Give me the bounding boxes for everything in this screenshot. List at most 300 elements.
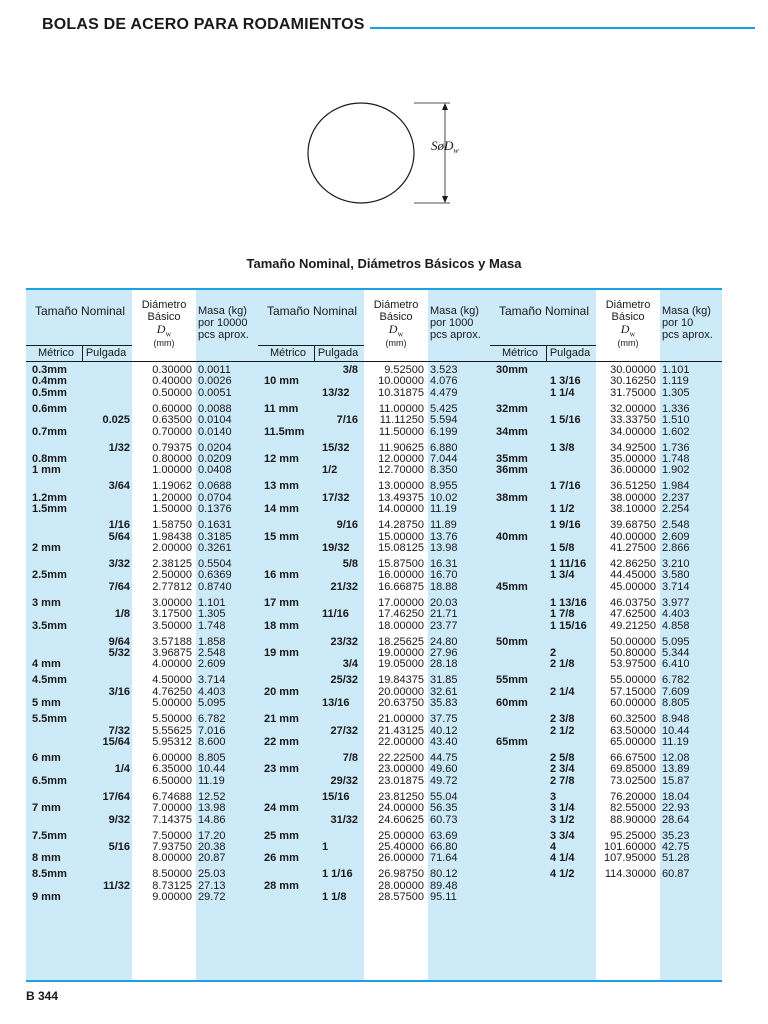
mass-value: 1.748 [198, 619, 226, 632]
mass-value: 10.02 [430, 491, 458, 504]
header-basic: Básico [147, 311, 181, 323]
inch-size: 1/32 [108, 441, 130, 454]
metric-size: 14 mm [264, 503, 299, 516]
basic-diameter: 4.00000 [152, 658, 192, 671]
mass-value: 28.18 [430, 658, 458, 671]
mass-value: 0.0688 [198, 480, 232, 493]
mass-value: 18.88 [430, 580, 458, 593]
inch-size: 31/32 [330, 813, 358, 826]
mass-value: 16.31 [430, 558, 458, 570]
inch-size: 1/8 [114, 608, 130, 621]
basic-diameter: 69.85000 [610, 763, 656, 776]
basic-diameter: 0.79375 [152, 441, 192, 454]
header-diameter: Diámetro [141, 299, 187, 311]
basic-diameter: 57.15000 [610, 685, 656, 698]
mass-value: 22.93 [662, 802, 690, 815]
mass-value: 56.35 [430, 802, 458, 815]
inch-size: 7/16 [336, 414, 358, 427]
inch-size: 1 1/8 [322, 891, 347, 904]
mass-value: 16.70 [430, 569, 458, 582]
inch-size: 7/64 [108, 580, 130, 593]
mass-value: 0.3185 [198, 530, 232, 543]
inch-size: 1/2 [322, 464, 338, 477]
mass-value: 1.119 [662, 375, 689, 388]
mass-value: 6.782 [662, 674, 690, 687]
inch-size: 27/32 [330, 724, 358, 737]
inch-size: 3/32 [108, 558, 130, 570]
basic-diameter: 23.81250 [378, 790, 424, 803]
mass-value: 7.044 [430, 453, 458, 465]
mass-value: 29.72 [198, 891, 226, 904]
basic-diameter: 36.00000 [610, 464, 656, 477]
inch-size: 25/32 [330, 674, 358, 687]
inch-size: 17/32 [322, 491, 350, 504]
mass-value: 12.08 [662, 752, 690, 764]
mass-value: 25.03 [198, 868, 226, 881]
basic-diameter: 1.58750 [152, 519, 192, 532]
metric-size: 1.5mm [32, 503, 67, 516]
basic-diameter: 53.97500 [610, 658, 656, 671]
header-rule [26, 345, 132, 346]
metric-size: 32mm [496, 402, 528, 415]
basic-diameter: 20.00000 [378, 685, 424, 698]
header-divider [82, 346, 83, 361]
inch-size: 2 [550, 647, 557, 659]
inch-size: 3/16 [108, 685, 130, 698]
mass-value: 35.83 [430, 697, 458, 710]
inch-size: 2 7/8 [550, 774, 575, 787]
mass-value: 44.75 [430, 752, 458, 764]
mass-value: 5.425 [430, 402, 458, 415]
mass-value: 8.600 [198, 736, 226, 748]
mass-value: 13.89 [662, 763, 690, 776]
header-unit: (mm) [617, 338, 639, 348]
header-diameter: Diámetro [605, 299, 651, 311]
basic-diameter: 25.40000 [378, 841, 424, 853]
basic-diameter: 42.86250 [610, 558, 656, 570]
metric-size: 7.5mm [32, 829, 67, 842]
mass-value: 32.61 [430, 685, 458, 698]
basic-diameter: 26.00000 [378, 852, 424, 865]
metric-size: 34mm [496, 425, 528, 438]
basic-diameter: 15.87500 [378, 558, 424, 570]
mass-value: 0.0408 [198, 464, 232, 477]
mass-value: 89.48 [430, 879, 458, 892]
inch-size: 1 1/16 [322, 868, 353, 881]
metric-size: 15 mm [264, 530, 299, 543]
mass-value: 12.52 [198, 790, 226, 803]
mass-value: 8.805 [662, 697, 690, 710]
inch-size: 1 13/16 [550, 596, 587, 609]
mass-value: 24.80 [430, 635, 458, 648]
mass-value: 31.85 [430, 674, 458, 687]
basic-diameter: 0.50000 [152, 386, 192, 399]
header-mass-line: Masa (kg) [662, 305, 711, 317]
basic-diameter: 3.57188 [152, 635, 192, 648]
mass-value: 11.19 [430, 503, 457, 516]
metric-size: 0.8mm [32, 453, 67, 465]
inch-size: 9/64 [108, 635, 130, 648]
header-mass-line: por 10 [662, 317, 694, 329]
inch-size: 3 1/4 [550, 802, 575, 815]
basic-diameter: 66.67500 [610, 752, 656, 764]
basic-diameter: 1.98438 [152, 530, 192, 543]
header-mass-line: pcs aprox. [662, 329, 713, 341]
basic-diameter: 28.57500 [378, 891, 424, 904]
basic-diameter: 19.05000 [378, 658, 424, 671]
header-mass-line: por 10000 [198, 317, 248, 329]
mass-value: 43.40 [430, 736, 458, 748]
metric-size: 28 mm [264, 879, 299, 892]
mass-value: 2.866 [662, 542, 690, 554]
header-inch: Pulgada [549, 347, 591, 359]
basic-diameter: 24.00000 [378, 802, 424, 815]
basic-diameter: 4.50000 [152, 674, 192, 687]
basic-diameter: 1.19062 [152, 480, 192, 493]
basic-diameter: 65.00000 [610, 736, 656, 748]
inch-size: 2 3/8 [550, 713, 575, 726]
mass-value: 1.305 [198, 608, 226, 621]
header-rule [258, 361, 490, 362]
basic-diameter: 3.50000 [152, 619, 192, 632]
metric-size: 6 mm [32, 752, 61, 764]
inch-size: 1 3/16 [550, 375, 581, 388]
table-bottom-rule [26, 980, 722, 982]
metric-size: 24 mm [264, 802, 299, 815]
inch-size: 11/32 [103, 879, 130, 892]
inch-size: 2 1/8 [550, 658, 575, 671]
mass-value: 51.28 [662, 852, 690, 865]
table-title: Tamaño Nominal, Diámetros Básicos y Masa [246, 256, 522, 271]
basic-diameter: 5.00000 [152, 697, 192, 710]
basic-diameter: 15.08125 [378, 542, 424, 554]
basic-diameter: 82.55000 [610, 802, 656, 815]
inch-size: 1 11/16 [550, 558, 587, 570]
metric-size: 5 mm [32, 697, 61, 710]
metric-size: 17 mm [264, 596, 299, 609]
inch-size: 1 15/16 [550, 619, 587, 632]
inch-size: 2 5/8 [550, 752, 575, 764]
basic-diameter: 36.51250 [610, 480, 656, 493]
inch-size: 1/16 [108, 519, 130, 532]
mass-value: 11.89 [430, 519, 457, 532]
basic-diameter: 55.00000 [610, 674, 656, 687]
metric-size: 4.5mm [32, 674, 67, 687]
mass-value: 63.69 [430, 829, 458, 842]
metric-size: 35mm [496, 453, 528, 465]
mass-value: 0.8740 [198, 580, 232, 593]
mass-value: 27.96 [430, 647, 458, 659]
mass-value: 11.19 [662, 736, 689, 748]
mass-value: 2.609 [198, 658, 226, 671]
header-nominal: Tamaño Nominal [266, 304, 358, 318]
header-rule [258, 345, 364, 346]
mass-value: 5.095 [662, 635, 690, 648]
metric-size: 18 mm [264, 619, 299, 632]
metric-size: 22 mm [264, 736, 299, 748]
title-rule [370, 27, 755, 29]
basic-diameter: 0.30000 [152, 364, 192, 376]
header-rule [490, 345, 596, 346]
mass-value: 6.199 [430, 425, 458, 438]
metric-size: 19 mm [264, 647, 299, 659]
basic-diameter: 31.75000 [610, 386, 656, 399]
inch-size: 3 1/2 [550, 813, 575, 826]
basic-diameter: 73.02500 [610, 774, 656, 787]
metric-size: 26 mm [264, 852, 299, 865]
mass-value: 15.87 [662, 774, 690, 787]
mass-value: 7.609 [662, 685, 690, 698]
mass-value: 40.12 [430, 724, 458, 737]
mass-value: 3.714 [198, 674, 226, 687]
basic-diameter: 34.00000 [610, 425, 656, 438]
basic-diameter: 0.70000 [152, 425, 192, 438]
mass-value: 6.880 [430, 441, 458, 454]
basic-diameter: 7.14375 [152, 813, 192, 826]
mass-value: 3.580 [662, 569, 690, 582]
header-mass-line: pcs aprox. [430, 329, 481, 341]
metric-size: 60mm [496, 697, 528, 710]
header-rule [26, 361, 258, 362]
metric-size: 65mm [496, 736, 528, 748]
basic-diameter: 25.00000 [378, 829, 424, 842]
mass-value: 1.336 [662, 402, 690, 415]
basic-diameter: 38.10000 [610, 503, 656, 516]
dw-subscript: w [165, 329, 172, 339]
basic-diameter: 16.00000 [378, 569, 424, 582]
basic-diameter: 22.22500 [378, 752, 424, 764]
inch-size: 3/8 [342, 364, 358, 376]
header-nominal: Tamaño Nominal [498, 304, 590, 318]
basic-diameter: 17.46250 [378, 608, 424, 621]
mass-value: 0.1631 [198, 519, 232, 532]
mass-value: 4.403 [198, 685, 226, 698]
metric-size: 13 mm [264, 480, 299, 493]
inch-size: 1 7/16 [550, 480, 581, 493]
metric-size: 40mm [496, 530, 528, 543]
mass-value: 6.782 [198, 713, 226, 726]
basic-diameter: 2.38125 [152, 558, 192, 570]
basic-diameter: 23.01875 [378, 774, 424, 787]
header-mass-line: Masa (kg) [430, 305, 479, 317]
basic-diameter: 76.20000 [610, 790, 656, 803]
dw-letter: D [388, 322, 398, 336]
metric-size: 0.3mm [32, 364, 67, 376]
basic-diameter: 21.43125 [378, 724, 424, 737]
inch-size: 3/4 [342, 658, 358, 671]
mass-value: 1.736 [662, 441, 690, 454]
header-nominal: Tamaño Nominal [34, 304, 126, 318]
mass-value: 4.479 [430, 386, 458, 399]
basic-diameter: 38.00000 [610, 491, 656, 504]
metric-size: 23 mm [264, 763, 299, 776]
inch-size: 4 [550, 841, 557, 853]
basic-diameter: 11.90625 [378, 441, 424, 454]
inch-size: 1 1/2 [550, 503, 575, 516]
mass-value: 55.04 [430, 790, 458, 803]
basic-diameter: 6.35000 [152, 763, 192, 776]
mass-value: 2.548 [662, 519, 690, 532]
basic-diameter: 32.00000 [610, 402, 656, 415]
header-diameter: Diámetro [373, 299, 419, 311]
mass-value: 1.305 [662, 386, 690, 399]
header-metric: Métrico [501, 347, 539, 359]
basic-diameter: 4.76250 [152, 685, 192, 698]
inch-size: 5/8 [342, 558, 358, 570]
mass-value: 0.0209 [198, 453, 232, 465]
header-mass-line: pcs aprox. [198, 329, 249, 341]
basic-diameter: 60.32500 [610, 713, 656, 726]
metric-size: 5.5mm [32, 713, 67, 726]
ball-diagram [300, 100, 500, 210]
inch-size: 1 1/4 [550, 386, 575, 399]
mass-value: 37.75 [430, 713, 458, 726]
basic-diameter: 88.90000 [610, 813, 656, 826]
inch-size: 17/64 [102, 790, 130, 803]
metric-size: 16 mm [264, 569, 299, 582]
basic-diameter: 21.00000 [378, 713, 424, 726]
basic-diameter: 34.92500 [610, 441, 656, 454]
metric-size: 50mm [496, 635, 528, 648]
mass-value: 0.0140 [198, 425, 232, 438]
metric-size: 11 mm [264, 402, 299, 415]
metric-size: 38mm [496, 491, 528, 504]
mass-value: 3.210 [662, 558, 690, 570]
mass-value: 6.410 [662, 658, 690, 671]
mass-value: 13.98 [430, 542, 458, 554]
mass-value: 0.0204 [198, 441, 232, 454]
inch-size: 1/4 [114, 763, 130, 776]
inch-size: 13/16 [322, 697, 350, 710]
inch-size: 2 1/4 [550, 685, 575, 698]
metric-size: 20 mm [264, 685, 299, 698]
mass-value: 95.11 [430, 891, 457, 904]
metric-size: 0.5mm [32, 386, 67, 399]
inch-size: 15/32 [322, 441, 350, 454]
basic-diameter: 5.50000 [152, 713, 192, 726]
mass-value: 49.60 [430, 763, 458, 776]
basic-diameter: 20.63750 [378, 697, 424, 710]
basic-diameter: 40.00000 [610, 530, 656, 543]
mass-value: 1.101 [662, 364, 690, 376]
mass-value: 0.0704 [198, 491, 232, 504]
metric-size: 36mm [496, 464, 528, 477]
inch-size: 0.025 [102, 414, 130, 427]
metric-size: 2.5mm [32, 569, 67, 582]
mass-value: 2.548 [198, 647, 226, 659]
mass-value: 8.350 [430, 464, 458, 477]
mass-value: 0.0011 [198, 364, 231, 376]
basic-diameter: 6.74688 [152, 790, 192, 803]
mass-value: 1.748 [662, 453, 690, 465]
basic-diameter: 17.00000 [378, 596, 424, 609]
basic-diameter: 45.00000 [610, 580, 656, 593]
mass-value: 1.984 [662, 480, 690, 493]
mass-value: 1.602 [662, 425, 690, 438]
mass-value: 1.510 [662, 414, 690, 427]
mass-value: 4.403 [662, 608, 690, 621]
basic-diameter: 3.00000 [152, 596, 192, 609]
inch-size: 1 3/8 [550, 441, 575, 454]
inch-size: 5/32 [108, 647, 130, 659]
mass-value: 10.44 [662, 724, 690, 737]
header-mass-line: Masa (kg) [198, 305, 247, 317]
basic-diameter: 5.95312 [152, 736, 192, 748]
mass-value: 2.237 [662, 491, 690, 504]
mass-value: 60.87 [662, 868, 690, 881]
basic-diameter: 10.00000 [378, 375, 424, 388]
basic-diameter: 23.00000 [378, 763, 424, 776]
basic-diameter: 28.00000 [378, 879, 424, 892]
basic-diameter: 7.50000 [152, 829, 192, 842]
mass-value: 18.04 [662, 790, 690, 803]
metric-size: 8 mm [32, 852, 61, 865]
mass-value: 1.101 [198, 596, 226, 609]
metric-size: 0.6mm [32, 402, 67, 415]
header-divider [546, 346, 547, 361]
metric-size: 9 mm [32, 891, 61, 904]
page-number: B 344 [26, 989, 59, 1003]
diameter-label: SøD$_w$ [431, 138, 459, 155]
header-mass-line: por 1000 [430, 317, 474, 329]
mass-value: 35.23 [662, 829, 690, 842]
basic-diameter: 18.00000 [378, 619, 424, 632]
mass-value: 0.5504 [198, 558, 232, 570]
mass-value: 20.03 [430, 596, 458, 609]
inch-size: 3 3/4 [550, 829, 575, 842]
basic-diameter: 30.16250 [610, 375, 656, 388]
metric-size: 7 mm [32, 802, 61, 815]
basic-diameter: 63.50000 [610, 724, 656, 737]
mass-value: 2.609 [662, 530, 690, 543]
basic-diameter: 7.93750 [152, 841, 192, 853]
mass-value: 13.76 [430, 530, 458, 543]
metric-size: 0.7mm [32, 425, 67, 438]
mass-value: 23.77 [430, 619, 458, 632]
basic-diameter: 30.00000 [610, 364, 656, 376]
basic-diameter: 39.68750 [610, 519, 656, 532]
metric-size: 3 mm [32, 596, 61, 609]
metric-size: 11.5mm [264, 425, 305, 438]
basic-diameter: 0.63500 [152, 414, 192, 427]
inch-size: 1 [322, 841, 329, 853]
mass-value: 4.858 [662, 619, 690, 632]
mass-value: 5.095 [198, 697, 226, 710]
basic-diameter: 26.98750 [378, 868, 424, 881]
mass-value: 8.948 [662, 713, 690, 726]
mass-value: 8.955 [430, 480, 458, 493]
mass-value: 1.858 [198, 635, 226, 648]
metric-size: 21 mm [264, 713, 299, 726]
mass-value: 17.20 [198, 829, 226, 842]
mass-value: 14.86 [198, 813, 226, 826]
inch-size: 4 1/2 [550, 868, 575, 881]
mass-value: 71.64 [430, 852, 458, 865]
header-unit: (mm) [385, 338, 407, 348]
inch-size: 9/16 [336, 519, 358, 532]
basic-diameter: 8.50000 [152, 868, 192, 881]
inch-size: 1 5/8 [550, 542, 575, 554]
basic-diameter: 46.03750 [610, 596, 656, 609]
basic-diameter: 44.45000 [610, 569, 656, 582]
mass-value: 0.3261 [198, 542, 232, 554]
basic-diameter: 2.77812 [152, 580, 192, 593]
metric-size: 8.5mm [32, 868, 67, 881]
basic-diameter: 9.00000 [152, 891, 192, 904]
inch-size: 29/32 [330, 774, 358, 787]
basic-diameter: 8.00000 [152, 852, 192, 865]
mass-value: 42.75 [662, 841, 690, 853]
